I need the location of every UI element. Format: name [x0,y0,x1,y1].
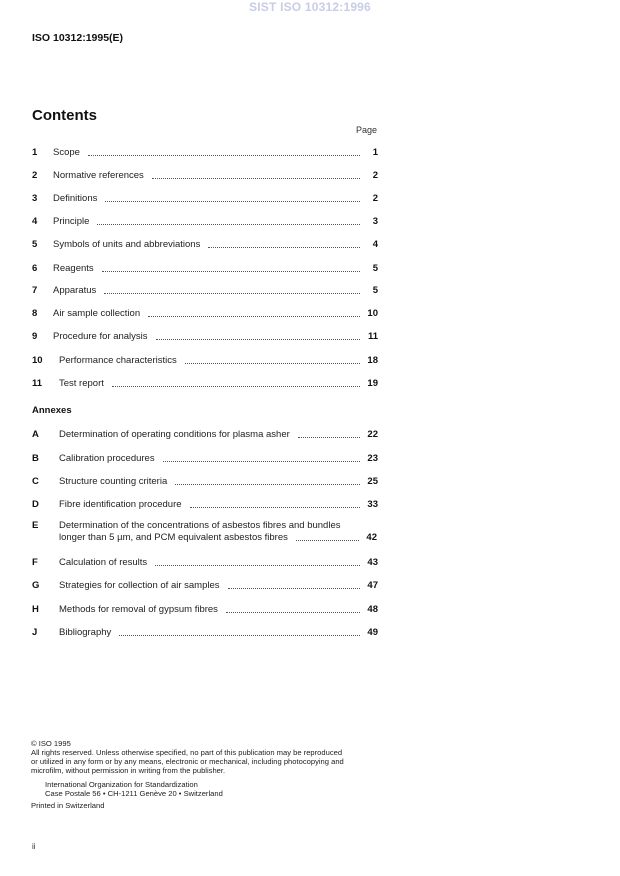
copyright-rights: or utilized in any form or by any means, electronic or mechanical, including photocopying and [31,757,344,766]
toc-entry-title: Symbols of units and abbreviations [53,239,201,250]
toc-entry-4[interactable] [32,214,378,228]
dot-leader [185,362,360,364]
annex-title: Calibration procedures [59,453,155,464]
toc-entry-title: Test report [59,378,104,389]
annex-entry-d[interactable] [32,497,378,511]
document-id: ISO 10312:1995(E) [32,32,124,44]
annex-letter: F [32,557,38,568]
dot-leader [208,246,360,248]
toc-entry-page: 19 [367,378,378,389]
toc-entry-title: Performance characteristics [59,355,177,366]
annex-entry-b[interactable] [32,451,378,465]
dot-leader [119,634,360,636]
annex-page: 43 [367,557,378,568]
toc-entry-10[interactable] [32,353,378,367]
toc-entry-3[interactable] [32,191,378,205]
toc-entry-page: 2 [372,170,378,181]
annex-letter: B [32,453,39,464]
toc-entry-number: 6 [32,263,38,274]
toc-entry-number: 3 [32,193,38,204]
dot-leader [104,292,360,294]
contents-heading: Contents [32,107,97,124]
toc-entry-2[interactable] [32,168,378,182]
dot-leader [155,564,360,566]
annex-title: Determination of the concentrations of asbestos fibres and bundles [59,520,341,531]
dot-leader [97,223,360,225]
toc-entry-title: Normative references [53,170,144,181]
dot-leader [228,587,360,589]
annex-entry-f[interactable] [32,555,378,569]
toc-entry-number: 5 [32,239,38,250]
page-number: ii [32,842,36,851]
organization-name: International Organization for Standardization [45,780,198,789]
toc-entry-11[interactable] [32,376,378,390]
toc-entry-number: 4 [32,216,38,227]
toc-entry-page: 18 [367,355,378,366]
toc-entry-8[interactable] [32,306,378,320]
toc-entry-number: 7 [32,285,38,296]
annex-entry-c[interactable] [32,474,378,488]
annex-page: 23 [367,453,378,464]
annex-page: 49 [367,627,378,638]
dot-leader [226,611,360,613]
toc-entry-title: Apparatus [53,285,97,296]
toc-entry-title: Air sample collection [53,308,141,319]
copyright-rights: microfilm, without permission in writing from the publisher. [31,766,226,775]
annex-letter: G [32,580,40,591]
toc-entry-number: 10 [32,355,43,366]
dot-leader [105,200,360,202]
annex-page: 42 [366,532,377,543]
annex-entry-h[interactable] [32,602,378,616]
dot-leader [298,436,360,438]
annex-title-continued: longer than 5 µm, and PCM equivalent asbestos fibres [59,532,288,543]
toc-entry-title: Definitions [53,193,98,204]
toc-entry-page: 1 [372,147,378,158]
toc-entry-number: 2 [32,170,38,181]
annex-title: Calculation of results [59,557,148,568]
annex-page: 25 [367,476,378,487]
dot-leader [152,177,360,179]
toc-entry-number: 8 [32,308,38,319]
annex-entry-g[interactable] [32,578,378,592]
dot-leader [148,315,360,317]
toc-entry-page: 2 [372,193,378,204]
copyright-notice [31,739,381,810]
annex-letter: C [32,476,39,487]
toc-entry-number: 1 [32,147,38,158]
annex-page: 22 [367,429,378,440]
toc-entry-page: 5 [372,285,378,296]
toc-entry-6[interactable] [32,261,378,275]
toc-entry-title: Scope [53,147,80,158]
dot-leader [175,483,360,485]
annex-page: 33 [367,499,378,510]
annex-entry-j[interactable] [32,625,378,639]
watermark: SIST ISO 10312:1996 [249,0,371,14]
annex-title: Bibliography [59,627,112,638]
dot-leader [163,460,360,462]
toc-entry-number: 9 [32,331,38,342]
annex-letter: D [32,499,39,510]
copyright-rights: All rights reserved. Unless otherwise specified, no part of this publication may be reproduced [31,748,343,757]
toc-entry-title: Principle [53,216,90,227]
annex-title: Structure counting criteria [59,476,168,487]
organization-address: Case Postale 56 • CH-1211 Genève 20 • Switzerland [45,789,223,798]
annex-letter: E [32,520,39,531]
toc-entry-title: Reagents [53,263,94,274]
toc-entry-page: 11 [367,331,378,342]
dot-leader [102,270,360,272]
toc-entry-page: 3 [372,216,378,227]
toc-entry-9[interactable] [32,329,378,343]
annex-letter: J [32,627,38,638]
toc-entry-page: 10 [367,308,378,319]
annex-title: Fibre identification procedure [59,499,182,510]
annex-page: 48 [367,604,378,615]
dot-leader [112,385,360,387]
printed-in: Printed in Switzerland [31,801,105,810]
annex-entry-a[interactable] [32,427,378,441]
toc-entry-title: Procedure for analysis [53,331,148,342]
toc-entry-5[interactable] [32,237,378,251]
dot-leader [156,338,360,340]
toc-entry-page: 4 [372,239,378,250]
annex-entry-e[interactable] [32,520,378,548]
annex-page: 47 [367,580,378,591]
dot-leader [190,506,360,508]
dot-leader [88,154,360,156]
annex-letter: A [32,429,39,440]
annex-title: Strategies for collection of air samples [59,580,220,591]
toc-entry-7[interactable] [32,283,378,297]
page-column-label: Page [356,125,378,135]
toc-entry-number: 11 [32,378,43,389]
annex-title: Determination of operating conditions for plasma asher [59,429,290,440]
annex-title: Methods for removal of gypsum fibres [59,604,218,615]
annexes-heading: Annexes [32,405,72,416]
copyright-line: © ISO 1995 [31,739,71,748]
dot-leader [296,539,359,541]
toc-entry-page: 5 [372,263,378,274]
annex-letter: H [32,604,39,615]
toc-entry-1[interactable] [32,145,378,159]
